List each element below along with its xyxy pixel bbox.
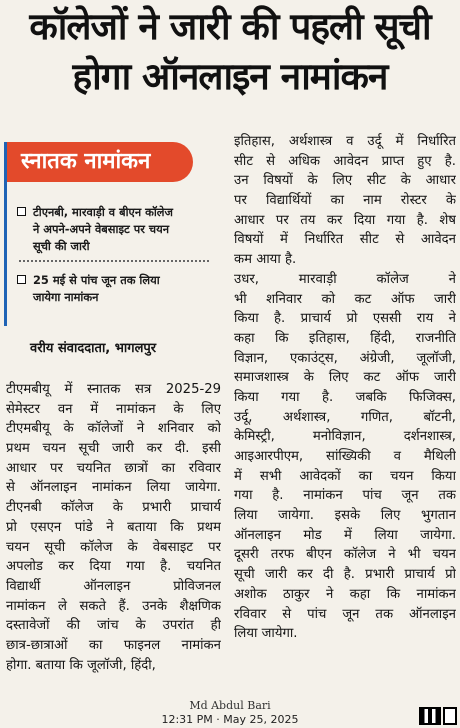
article-line-text: सेमेस्टर वन में नामांकन के लिए <box>6 401 221 417</box>
article-line <box>234 290 456 310</box>
square-bullet-icon <box>17 275 26 284</box>
article-line <box>234 250 456 270</box>
article-line <box>6 478 221 498</box>
article-line-text: विद्यार्थी ऑनलाइन प्रोविजनल <box>6 578 221 594</box>
article-line <box>6 597 221 617</box>
article-line <box>234 191 456 211</box>
article-line <box>6 538 221 558</box>
article-line-text: इतिहास, अर्थशास्त्र व उर्दू में निर्धारित <box>234 134 456 149</box>
article-line-text: पर विद्यार्थियों का नाम रोस्टर के <box>234 193 456 209</box>
article-line-text: अपलोड कर दिया गया है. चयनित <box>6 559 221 575</box>
square-bullet-icon <box>17 207 26 216</box>
article-line-text: ऑनलाइन मोड में लिया जायेगा. <box>234 527 456 543</box>
article-line-text: सीट से अधिक आवेदन प्राप्त हुए है. <box>234 153 456 169</box>
article-line-text: में सभी आवेदकों का चयन किया <box>234 468 456 484</box>
article-line <box>234 132 456 152</box>
article-line <box>234 585 456 605</box>
article-line <box>234 565 456 585</box>
article-line-text: उन विषयों के लिए सीट के आधार <box>234 173 456 189</box>
headline-line-1: कॉलेजों ने जारी की पहली सूची <box>29 5 431 48</box>
article-line-text: दूसरी तरफ बीएन कॉलेज ने भी चयन <box>234 547 456 563</box>
bullet-line: ने अपने-अपने वेबसाइट पर चयन <box>33 222 170 236</box>
article-line-text: छात्र-छात्राओं का फाइनल नामांकन <box>6 637 221 653</box>
section-banner: स्नातक नामांकन <box>7 142 193 182</box>
post-timestamp: 12:31 PM · May 25, 2025 <box>161 713 299 726</box>
article-line <box>6 518 221 538</box>
article-line <box>234 427 456 447</box>
article-line-text: किया है. प्राचार्य प्रो एससी राय ने <box>234 311 456 327</box>
qr-code-icon <box>419 707 441 725</box>
article-line-text: प्रथम चयन सूची जारी कर दी. इसी <box>6 441 221 457</box>
article-line-text: से ऑनलाइन नामांकन लिया जायेगा. <box>6 480 221 496</box>
article-line-text: आधार पर चयनित छात्रों का रविवार <box>6 460 221 476</box>
article-line-text: सूची जारी कर दी है. प्रभारी प्राचार्य प्रो <box>234 567 456 583</box>
article-line <box>6 419 221 439</box>
article-line-text: किया गया है. जबकि फिजिक्स, <box>234 389 456 405</box>
article-line <box>234 545 456 565</box>
article-line-text: टीएमबीयू के कॉलेजों ने शनिवार को <box>6 421 221 437</box>
article-line-text: उर्दू, अर्थशास्त्र, गणित, बॉटनी, <box>234 409 456 425</box>
article-line-text: आइआरपीएम, सांख्यिकी व मैथिली <box>234 449 456 464</box>
article-line-text: दस्तावेजों की जांच के उपरांत ही <box>6 618 221 634</box>
article-line-text: लिया जायेगा. <box>234 626 298 642</box>
qr-code-icon <box>443 707 457 725</box>
article-line-text: टीएनबी कॉलेज के प्रभारी प्राचार्य <box>6 500 221 516</box>
article-line <box>234 270 456 290</box>
article-line <box>234 447 456 467</box>
highlight-bullet-1 <box>17 204 217 255</box>
article-line <box>6 557 221 577</box>
article-line <box>6 656 221 676</box>
highlight-bullet-2 <box>17 272 217 306</box>
article-line-text: प्रो एसएन पांडे ने बताया कि प्रथम <box>6 519 221 535</box>
headline <box>0 2 460 102</box>
article-line <box>234 309 456 329</box>
article-line <box>234 486 456 506</box>
article-line <box>234 349 456 369</box>
article-line <box>234 506 456 526</box>
article-line-text: विषयों में निर्धारित सीट से आवेदन <box>234 232 456 248</box>
article-line-text: अशोक ठाकुर ने कहा कि नामांकन <box>234 586 456 602</box>
bullet-line: टीएनबी, मारवाड़ी व बीएन कॉलेज <box>33 205 173 219</box>
article-line-text: कम आया है. <box>234 252 297 268</box>
article-line-text: उधर, मारवाड़ी कॉलेज ने <box>234 271 456 287</box>
article-line-text: समाजशास्त्र के लिए कट ऑफ जारी <box>234 370 456 386</box>
article-line-text: केमिस्ट्री, मनोविज्ञान, दर्शनशास्त्र, <box>234 429 456 445</box>
article-line-text: चयन सूची कॉलेज के वेबसाइट पर <box>6 539 221 555</box>
article-line <box>6 400 221 420</box>
article-line-text: गया है. नामांकन पांच जून तक <box>234 488 456 504</box>
article-line <box>6 380 221 400</box>
article-line <box>6 459 221 479</box>
article-line <box>234 526 456 546</box>
article-line <box>234 408 456 428</box>
article-line-text: रविवार से पांच जून तक ऑनलाइन <box>234 606 456 622</box>
bullet-line: जायेगा नामांकन <box>33 290 99 304</box>
article-line-text: आधार पर तय कर दिया गया है. शेष <box>234 212 456 228</box>
article-line <box>234 624 456 644</box>
article-line <box>6 439 221 459</box>
bullet-line: 25 मई से पांच जून तक लिया <box>33 273 160 287</box>
article-line-text: लिया जायेगा. इसके लिए भुगतान <box>234 508 456 524</box>
article-line <box>234 329 456 349</box>
article-line <box>6 616 221 636</box>
article-line <box>6 577 221 597</box>
article-line <box>234 368 456 388</box>
article-line-text: होगा. बताया कि जूलॉजी, हिंदी, <box>6 657 156 673</box>
article-line <box>234 230 456 250</box>
article-line <box>234 388 456 408</box>
article-line <box>234 605 456 625</box>
article-line-text: भी शनिवार को कट ऑफ जारी <box>234 291 456 307</box>
article-line-text: विज्ञान, एकाउंट्स, अंग्रेजी, जूलॉजी, <box>234 350 456 366</box>
article-line-text: नामांकन ले सकते हैं. उनके शैक्षणिक <box>6 598 221 614</box>
article-line-text: कहा कि इतिहास, हिंदी, राजनीति <box>234 330 456 346</box>
highlights-box <box>4 142 222 326</box>
dotted-divider <box>19 260 209 262</box>
article-line-text: टीएमबीयू में स्नातक सत्र 2025-29 <box>6 382 221 397</box>
byline: वरीय संवाददाता, भागलपुर <box>30 341 157 356</box>
article-line <box>6 636 221 656</box>
article-column-left <box>6 380 221 675</box>
article-line <box>6 498 221 518</box>
headline-line-2: होगा ऑनलाइन नामांकन <box>72 55 388 98</box>
article-line <box>234 152 456 172</box>
article-line <box>234 211 456 231</box>
bullet-line: सूची की जारी <box>33 239 90 253</box>
article-line <box>234 171 456 191</box>
article-column-right <box>234 132 456 644</box>
author-watermark: Md Abdul Bari <box>189 699 271 712</box>
article-line <box>234 467 456 487</box>
